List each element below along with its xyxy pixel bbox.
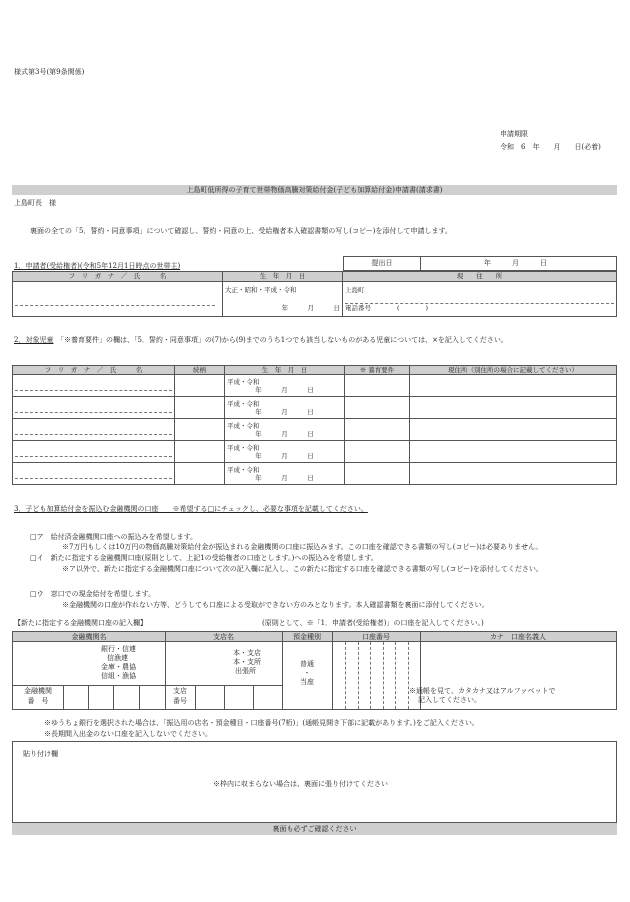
children-col-relation: 続柄 bbox=[175, 366, 225, 375]
child-care-cell[interactable] bbox=[345, 397, 410, 419]
submission-date-label: 提出日 bbox=[344, 257, 421, 270]
form-title: 上島町低所得の子育て世帯物価高騰対策給付金(子ども加算給付金)申請書(請求書) bbox=[12, 185, 617, 195]
child-birth-cell[interactable] bbox=[225, 419, 345, 441]
bank-table bbox=[12, 631, 617, 710]
option-a-checkbox[interactable]: □ア 給付済金融機関口座への振込みを希望します。 bbox=[30, 533, 198, 541]
child-address-cell[interactable] bbox=[410, 463, 617, 485]
child-address-cell[interactable] bbox=[410, 375, 617, 397]
child-care-cell[interactable] bbox=[345, 419, 410, 441]
submission-date-box bbox=[343, 256, 617, 271]
holder-note-1: ※通帳を見て、カタカナ又はアルファベットで bbox=[409, 687, 556, 695]
child-name-cell[interactable] bbox=[13, 375, 175, 397]
children-row bbox=[13, 441, 617, 463]
section3-heading: 3．子ども加算給付金を振込む金融機関の口座 bbox=[14, 505, 159, 513]
bank-type-2: 信漁連 bbox=[107, 654, 128, 662]
bank-type-1: 銀行・信連 bbox=[101, 645, 136, 653]
child-name-cell[interactable] bbox=[13, 463, 175, 485]
submission-date-input[interactable]: 年 月 日 bbox=[484, 259, 547, 267]
child-address-cell[interactable] bbox=[410, 419, 617, 441]
child-eras: 平成・令和 bbox=[227, 421, 260, 430]
section2-heading: 2．対象児童 bbox=[14, 336, 54, 344]
child-care-cell[interactable] bbox=[345, 463, 410, 485]
phone-label: 電話番号 bbox=[345, 304, 371, 312]
option-c-note: ※金融機関の口座が作れない方等、どうしても口座による受取ができない方のみとなります。本人確認書類を裏面に添付してください。 bbox=[62, 601, 489, 609]
holder-note-2: 記入してください。 bbox=[418, 696, 481, 704]
child-birth-cell[interactable] bbox=[225, 375, 345, 397]
section2-note: 「※養育要件」の欄は、「5．誓約・同意事項」の(7)から(9)までのうち1つでも該当しないものがある児童については、×を記入してください。 bbox=[60, 336, 508, 344]
phone-parens[interactable]: ( ) bbox=[397, 304, 429, 312]
section3-note: ※希望する□にチェックし、必要な事項を記載してください。 bbox=[172, 505, 368, 513]
option-a-note: ※7万円もしくは10万円の物価高騰対策給付金が振込まれる金融機関の口座に振込みます。この口座を確認できる書類の写し(コピー)は必要ありません。 bbox=[62, 543, 543, 551]
children-row bbox=[13, 375, 617, 397]
addressee: 上島町長 様 bbox=[14, 199, 56, 207]
applicant-col-address: 現 住 所 bbox=[343, 272, 617, 282]
child-birth-date: 年 月 日 bbox=[255, 429, 314, 438]
children-col-birth: 生 年 月 日 bbox=[225, 366, 345, 375]
children-table bbox=[12, 365, 617, 485]
bank-note-1: ※ゆうちょ銀行を選択された場合は、「振込用の店名・預金種目・口座番号(7桁)」(通帳見開き下部に記載があります。)をご記入ください。 bbox=[44, 719, 479, 727]
child-care-cell[interactable] bbox=[345, 441, 410, 463]
child-birth-date: 年 月 日 bbox=[255, 451, 314, 460]
child-eras: 平成・令和 bbox=[227, 377, 260, 386]
children-row bbox=[13, 419, 617, 441]
child-address-cell[interactable] bbox=[410, 397, 617, 419]
branch-type-3: 出張所 bbox=[235, 667, 256, 675]
applicant-birth-date: 年 月 日 bbox=[281, 304, 340, 312]
applicant-col-name: フ リ ガ ナ ／ 氏 名 bbox=[13, 272, 223, 282]
attach-note: ※枠内に収まらない場合は、裏面に張り付けてください bbox=[213, 780, 388, 788]
applicant-name-cell[interactable] bbox=[13, 282, 223, 317]
applicant-address-cell[interactable] bbox=[343, 282, 617, 317]
bank-col-holder: カナ 口座名義人 bbox=[490, 633, 546, 641]
child-relation-cell[interactable] bbox=[175, 375, 225, 397]
children-row bbox=[13, 463, 617, 485]
deposit-type-dot: ・ bbox=[303, 669, 311, 677]
child-birth-cell[interactable] bbox=[225, 463, 345, 485]
child-eras: 平成・令和 bbox=[227, 399, 260, 408]
children-col-care: ※ 養育要件 bbox=[345, 366, 410, 375]
deadline-label: 申請期限 bbox=[500, 130, 528, 138]
bank-type-4: 信組・漁協 bbox=[101, 672, 136, 680]
child-birth-date: 年 月 日 bbox=[255, 407, 314, 416]
child-eras: 平成・令和 bbox=[227, 465, 260, 474]
child-birth-cell[interactable] bbox=[225, 397, 345, 419]
option-c-checkbox[interactable]: □ウ 窓口での現金給付を希望します。 bbox=[30, 590, 156, 598]
deadline-date: 令和 6 年 月 日(必着) bbox=[500, 143, 601, 151]
section2-heading-row bbox=[14, 336, 508, 345]
bank-col-type: 預金種別 bbox=[293, 633, 321, 641]
option-b-note: ※ア以外で、新たに指定する金融機関口座について次の記入欄に記入し、この新たに指定する口座を確認できる書類の写し(コピー)を添付してください。 bbox=[62, 565, 543, 573]
child-eras: 平成・令和 bbox=[227, 443, 260, 452]
child-birth-date: 年 月 日 bbox=[255, 473, 314, 482]
children-col-name: フ リ ガ ナ ／ 氏 名 bbox=[13, 366, 175, 375]
child-care-cell[interactable] bbox=[345, 375, 410, 397]
child-name-cell[interactable] bbox=[13, 441, 175, 463]
child-name-cell[interactable] bbox=[13, 419, 175, 441]
applicant-town: 上島町 bbox=[345, 285, 365, 294]
attach-label: 貼り付け欄 bbox=[23, 750, 58, 758]
children-col-address: 現住所（別住所の場合に記載してください） bbox=[410, 366, 617, 375]
bank-type-3: 金庫・農協 bbox=[101, 663, 136, 671]
bank-note-2: ※長期間入出金のない口座を記入しないでください。 bbox=[44, 730, 212, 738]
footer-note: 裏面も必ずご確認ください bbox=[12, 823, 617, 835]
applicant-eras: 大正・昭和・平成・令和 bbox=[225, 285, 297, 294]
bank-col-branch: 支店名 bbox=[213, 633, 234, 641]
option-b-checkbox[interactable]: □イ 新たに指定する金融機関口座(原則として、上記1の受給権者の口座とします。)への振込みを希望します。 bbox=[30, 554, 378, 562]
attach-area[interactable] bbox=[12, 741, 617, 823]
children-row bbox=[13, 397, 617, 419]
bank-heading-note: (原則として、※「1．申請者(受給権者)」の口座を記入してください。) bbox=[262, 619, 484, 627]
applicant-birth-cell[interactable] bbox=[223, 282, 343, 317]
branch-type-1: 本・支店 bbox=[233, 649, 261, 657]
bank-code-label-2: 番 号 bbox=[27, 697, 49, 705]
bank-col-number: 口座番号 bbox=[362, 633, 390, 641]
branch-code-label-2: 番号 bbox=[173, 697, 187, 705]
child-name-cell[interactable] bbox=[13, 397, 175, 419]
child-birth-cell[interactable] bbox=[225, 441, 345, 463]
bank-code-label-1: 金融機関 bbox=[24, 687, 52, 695]
child-relation-cell[interactable] bbox=[175, 397, 225, 419]
applicant-table bbox=[12, 271, 617, 317]
branch-code-label-1: 支店 bbox=[173, 687, 187, 695]
applicant-col-birth: 生 年 月 日 bbox=[223, 272, 343, 282]
bank-col-bank: 金融機関名 bbox=[71, 633, 107, 641]
section3-heading-row bbox=[14, 505, 368, 514]
deposit-type-checking[interactable]: 当座 bbox=[300, 678, 314, 686]
child-relation-cell[interactable] bbox=[175, 463, 225, 485]
branch-type-2: 本・支所 bbox=[233, 658, 261, 666]
deposit-type-ordinary[interactable]: 普通 bbox=[300, 660, 314, 668]
bank-heading: 【新たに指定する金融機関口座の記入欄】 bbox=[14, 619, 147, 627]
intro-text: 裏面の全ての「5．誓約・同意事項」について確認し、誓約・同意の上、受給権者本人確認書類の写し(コピー)を添付して申請します。 bbox=[30, 227, 452, 235]
form-number: 様式第3号(第9条関係) bbox=[14, 68, 85, 76]
child-address-cell[interactable] bbox=[410, 441, 617, 463]
section1-heading: 1．申請者(受給権者)(令和5年12月1日時点の世帯主) bbox=[14, 262, 181, 270]
child-relation-cell[interactable] bbox=[175, 419, 225, 441]
child-relation-cell[interactable] bbox=[175, 441, 225, 463]
child-birth-date: 年 月 日 bbox=[255, 385, 314, 394]
